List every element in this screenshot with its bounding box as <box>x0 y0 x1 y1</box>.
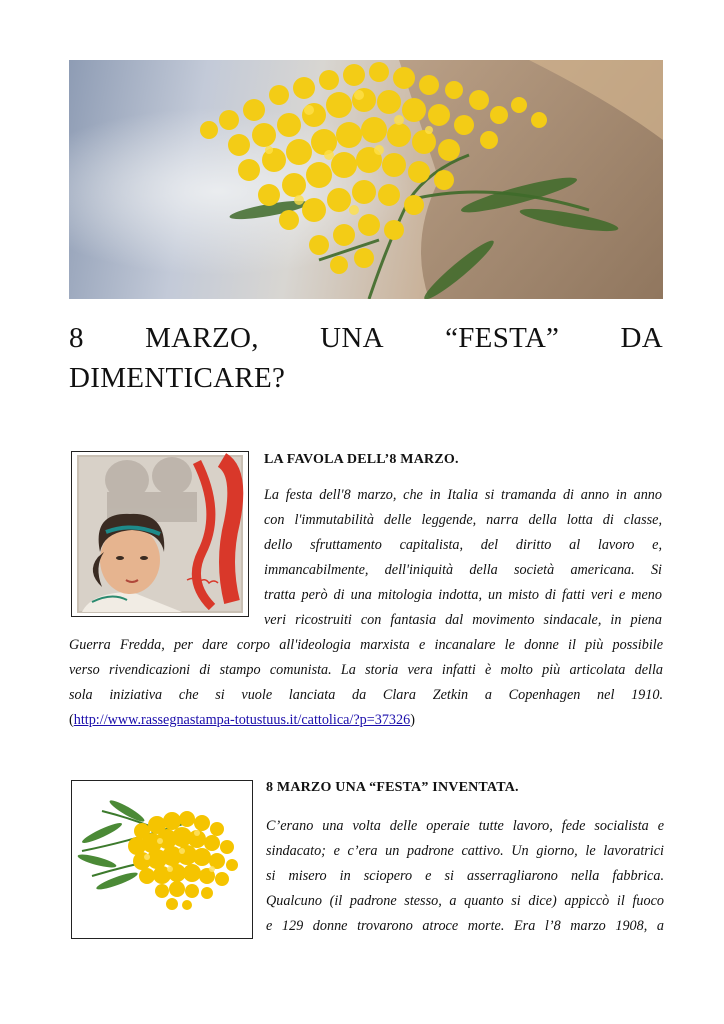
mimosa-branch-illustration <box>72 781 252 938</box>
text-line: immancabilmente, dell'iniquità della società americana. Si <box>264 562 662 578</box>
text-line: Guerra Fredda, per dare corpo all'ideologia marxista e incanalare le donne il più possibile <box>69 637 663 653</box>
text-line: La festa dell'8 marzo, che in Italia si tramanda di anno in anno <box>264 487 662 503</box>
text-line: tratta però di una mitologia indotta, un misto di fatti veri e meno <box>264 587 662 603</box>
title-line-2: DIMENTICARE? <box>69 362 286 394</box>
text-line: e 129 donne trovarono atroce morte. Era l’8 marzo 1908, a <box>266 918 664 934</box>
paragraph-favola-wrapped <box>264 483 662 633</box>
mimosa-branch-figure <box>71 780 253 939</box>
mimosa-photo-illustration <box>69 60 663 299</box>
title-word: UNA <box>320 322 384 354</box>
text-line: Qualcuno (il padrone stesso, a quanto si dice) appiccò il fuoco <box>266 893 664 909</box>
page-title <box>69 318 663 398</box>
paragraph-inventata <box>266 814 664 939</box>
text-line: verso rivendicazioni di stampo comunista. La storia vera infatti è molto più articolata della <box>69 662 663 678</box>
title-word: MARZO, <box>145 322 259 354</box>
text-line: con l'immutabilità delle leggende, narra della lotta di classe, <box>264 512 662 528</box>
text-line: sindacato; e c’era un padrone cattivo. Un giorno, le lavoratrici <box>266 843 664 859</box>
paragraph-favola-full <box>69 633 663 733</box>
title-word: “FESTA” <box>445 322 560 354</box>
text-line: veri ricostruiti con fantasia dal movimento sindacale, in piena <box>264 612 662 628</box>
source-link[interactable]: http://www.rassegnastampa-totustuus.it/cattolica/?p=37326 <box>73 712 411 728</box>
section-heading-favola: LA FAVOLA DELL’8 MARZO. <box>264 452 459 467</box>
hero-mimosa-image <box>69 60 663 299</box>
section-heading-inventata: 8 MARZO UNA “FESTA” INVENTATA. <box>266 780 519 795</box>
text-line: si misero in sciopero e si asserragliarono nella fabbrica. <box>266 868 664 884</box>
link-paren-open: ( <box>69 712 74 728</box>
poster-figure <box>71 451 249 617</box>
poster-woman-illustration <box>72 452 248 616</box>
title-word: 8 <box>69 322 84 354</box>
text-line: sola iniziativa che si vuole lanciata da Clara Zetkin a Copenhagen nel 1910. <box>69 687 663 703</box>
title-line-1 <box>69 318 663 358</box>
text-line: dello sfruttamento capitalista, del diritto al lavoro e, <box>264 537 662 553</box>
title-word: DA <box>620 322 663 354</box>
source-line <box>69 708 663 733</box>
link-paren-close: ) <box>410 712 415 728</box>
text-line: C’erano una volta delle operaie tutte lavoro, fede socialista e <box>266 818 664 834</box>
